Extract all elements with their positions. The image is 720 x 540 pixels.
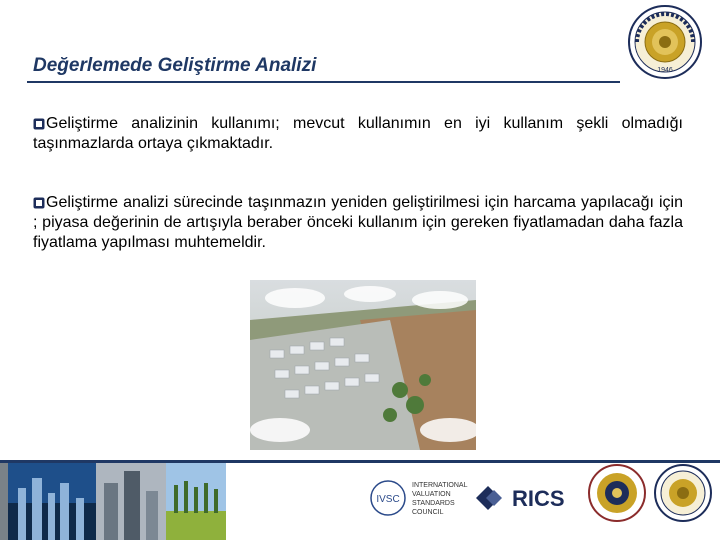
ankara-university-seal-icon <box>627 4 703 80</box>
bullet-item-2 <box>33 193 683 253</box>
ivsc-name-line-1: INTERNATIONAL <box>412 482 468 489</box>
ivsc-abbr: IVSC <box>376 494 400 505</box>
aerial-development-photo <box>250 280 476 450</box>
ivsc-logo <box>370 478 468 518</box>
title-underline <box>27 81 620 83</box>
checkbox-q-bullet-icon <box>33 118 45 130</box>
slide-title: Değerlemede Geliştirme Analizi <box>33 55 317 76</box>
university-seal-gold-icon <box>587 463 647 523</box>
ivsc-name-line-2: VALUATION <box>412 491 451 498</box>
city-night-photo <box>8 463 96 540</box>
rics-label: RICS <box>512 486 565 511</box>
seal-year: 1946 <box>657 67 673 74</box>
ankara-university-seal-footer-icon <box>653 463 713 523</box>
bullet-item-1 <box>33 114 683 154</box>
bullet-text-2: Geliştirme analizi sürecinde taşınmazın yeniden geliştirilmesi için harcama yapılacağı için ; piyasa değerinin de artışıyla beraber önceki kullanım için gereken fiyatlamadan daha fazla fiyatlama yapılması muhtemeldir. <box>33 194 683 251</box>
ivsc-name-line-4: COUNCIL <box>412 509 444 516</box>
green-field-photo <box>166 463 226 540</box>
checkbox-q-bullet-icon <box>33 197 45 209</box>
ivsc-name-line-3: STANDARDS <box>412 500 455 507</box>
rics-logo <box>472 478 582 518</box>
skyscraper-photo <box>96 463 166 540</box>
footer-edge-strip <box>0 463 8 540</box>
bullet-text-1: Geliştirme analizinin kullanımı; mevcut kullanımın en iyi kullanım şekli olmadığı taşınmazlarda ortaya çıkmaktadır. <box>33 115 683 152</box>
